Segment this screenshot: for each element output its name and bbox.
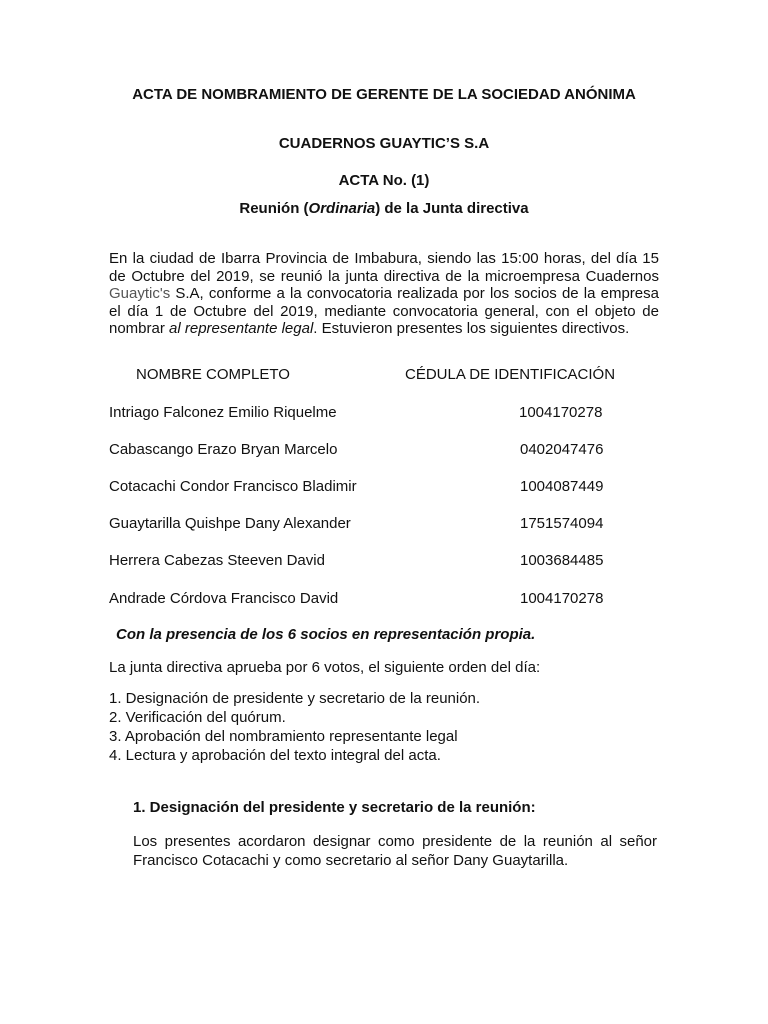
intro-line-2: de Octubre del 2019, se reunió la junta directiva de la microempresa Cuadernos [109,267,659,285]
column-header-id: CÉDULA DE IDENTIFICACIÓN [405,366,616,383]
column-header-name: NOMBRE COMPLETO [136,366,290,383]
meeting-suffix: ) de la Junta directiva [375,200,529,217]
member-id: 1751574094 [520,515,604,532]
table-row [109,441,669,461]
table-row [109,590,669,610]
agenda-item: 4. Lectura y aprobación del texto integral del acta. [109,747,441,764]
member-name: Guaytarilla Quishpe Dany Alexander [109,515,351,532]
agenda-item: 1. Designación de presidente y secretario de la reunión. [109,690,481,707]
member-name: Andrade Córdova Francisco David [109,590,339,607]
member-id: 1004170278 [519,404,603,421]
intro-line-3 [109,285,659,303]
section-1-body [133,832,657,870]
section-1-line-1: Los presentes acordaron designar como presidente de la reunión al señor [133,833,657,850]
intro-line-5-a: nombrar [109,320,170,337]
intro-paragraph [109,250,659,338]
member-name: Cotacachi Condor Francisco Bladimir [109,478,357,495]
meeting-type-heading [0,200,768,217]
intro-line-4: el día 1 de Octubre del 2019, mediante convocatoria general, con el objeto de [109,302,659,320]
member-id: 1004087449 [520,478,604,495]
member-name: Intriago Falconez Emilio Riquelme [109,404,337,421]
member-id: 0402047476 [520,441,604,458]
agenda-item: 3. Aprobación del nombramiento representante legal [109,728,458,745]
table-row [109,404,669,424]
intro-line-5-emphasis: al representante legal [169,320,314,337]
section-1-line-2: Francisco Cotacachi y como secretario al señor Dany Guaytarilla. [133,852,569,869]
intro-line-3-rest: S.A, conforme a la convocatoria realizada por los socios de la empresa [170,285,659,302]
document-title: ACTA DE NOMBRAMIENTO DE GERENTE DE LA SOCIEDAD ANÓNIMA [132,86,636,103]
presence-statement: Con la presencia de los 6 socios en representación propia. [116,626,536,643]
intro-line-1: En la ciudad de Ibarra Provincia de Imbabura, siendo las 15:00 horas, del día 15 [109,250,659,267]
acta-number: ACTA No. (1) [338,172,430,189]
member-id: 1003684485 [520,552,604,569]
table-row [109,515,669,535]
agenda-item: 2. Verificación del quórum. [109,709,286,726]
intro-company-ref: Guaytic's [109,285,171,302]
table-row [109,478,669,498]
member-id: 1004170278 [520,590,604,607]
meeting-prefix: Reunión ( [239,200,309,217]
agenda-list [109,689,480,765]
approval-statement: La junta directiva aprueba por 6 votos, el siguiente orden del día: [109,659,541,676]
company-name: CUADERNOS GUAYTIC’S S.A [278,135,490,152]
member-name: Cabascango Erazo Bryan Marcelo [109,441,338,458]
section-1-heading: 1. Designación del presidente y secretario de la reunión: [133,799,536,816]
table-row [109,552,669,572]
meeting-type: Ordinaria [308,200,376,217]
intro-line-5-b: . Estuvieron presentes los siguientes directivos. [313,320,630,337]
intro-line-5 [109,320,659,338]
member-name: Herrera Cabezas Steeven David [109,552,325,569]
